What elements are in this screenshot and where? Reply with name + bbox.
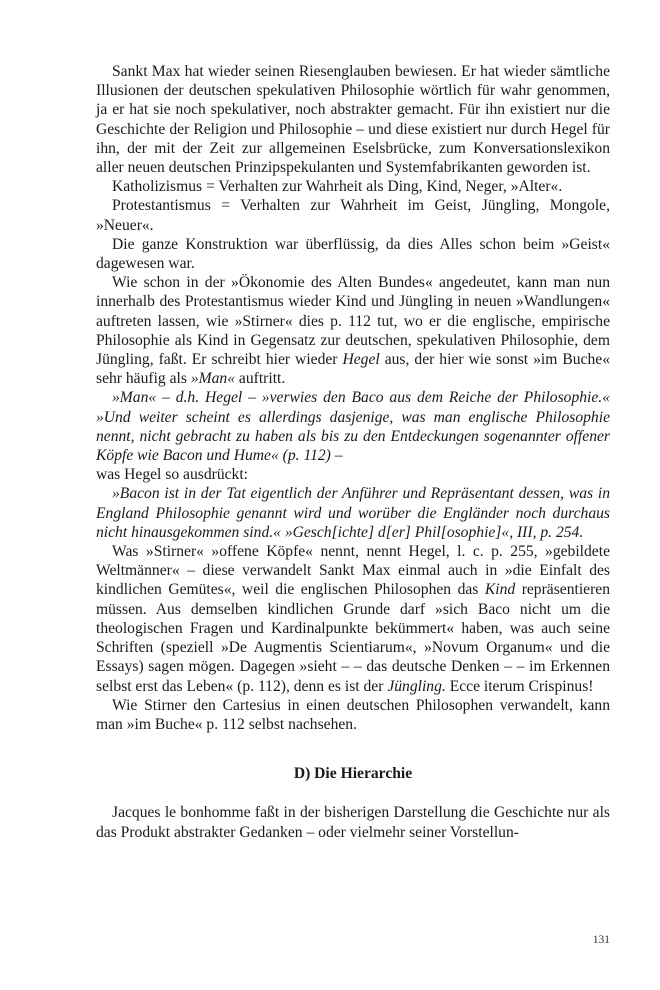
paragraph-cartesius: Wie Stirner den Cartesius in einen deutschen Philosophen verwandelt, kann man »im Buche« p. 112 selbst nachsehen. xyxy=(96,696,610,733)
paragraph-katholizismus: Katholizismus = Verhalten zur Wahrheit als Ding, Kind, Neger, »Alter«. xyxy=(112,178,563,196)
emphasis-man: »Man« xyxy=(190,370,236,388)
emphasis-hegel: Hegel xyxy=(342,351,380,369)
section-heading: D) Die Hierarchie xyxy=(293,765,413,783)
paragraph-sankt-max: Sankt Max hat wieder seinen Riesenglauben bewiesen. Er hat wieder sämtliche Illusionen der deutschen spekulativen Philosophie wörtlich für wahr genommen, ja er hat sie noch spekulativer, noch abstrakter gemacht. Für ihn existiert nur die Geschichte der Religion und Philosophie – und diese existiert nur durch Hegel für ihn, der mit der Zeit zur allgemeinen Eselsbrücke, zum Konversationslexikon aller neuen deutschen Prinzipspekulanten und Systemfabrikanten geworden ist. xyxy=(96,63,610,177)
page-body xyxy=(96,62,610,842)
paragraph-protestantismus: Protestantismus = Verhalten zur Wahrheit im Geist, Jüngling, Mongole, »Neuer«. xyxy=(96,197,610,234)
emphasis-juengling: Jüngling. xyxy=(387,677,446,695)
text-run: auftritt. xyxy=(235,370,286,388)
paragraph-offene-koepfe xyxy=(96,542,610,696)
paragraph-jacques: Jacques le bonhomme faßt in der bisherigen Darstellung die Geschichte nur als das Produkt abstrakter Gedanken – oder vielmehr seiner Vorstellun- xyxy=(96,804,610,841)
page-number: 131 xyxy=(592,934,610,946)
text-run: aus, der hier wie sonst »im Buche« sehr häufig als xyxy=(96,351,610,388)
quotation-man-hegel: »Man« – d.h. Hegel – »verwies den Baco aus dem Reiche der Philosophie.« »Und weiter scheint es allerdings dasjenige, was man englische Philosophie nennt, nicht gebracht zu haben als bis zu den Entdeckungen sogenannter offener Köpfe wie Bacon und Hume« (p. 112) – xyxy=(96,389,610,465)
text-run: repräsentieren müssen. Aus demselben kindlichen Grunde darf »sich Baco nicht um die theologischen Fragen und Kardinalpunkte bekümmert« haben, was auch seine Schriften (speziell »De Augmentis Scientiarum«, »Novum Organum« und die Essays) sagen mögen. Dagegen »sieht – – das deutsche Denken – – im Erkennen selbst erst das Leben« (p. 112), denn es ist der xyxy=(96,581,611,695)
emphasis-kind: Kind xyxy=(484,581,516,599)
text-run: Ecce iterum Crispinus! xyxy=(445,677,594,695)
paragraph-oekonomie xyxy=(96,273,610,388)
text-run: Wie schon in der »Ökonomie des Alten Bundes« angedeutet, kann man nun innerhalb des Protestantismus wieder Kind und Jüngling in neuen »Wandlungen« auftreten lassen, wie »Stirner« dies p. 112 tut, wo er die englische, empirische Philosophie als Kind in Gegensatz zur deutschen, spekulativen Philosophie, dem Jüngling, faßt. Er schreibt hier wieder xyxy=(96,274,610,369)
text-run: Was »Stirner« »offene Köpfe« nennt, nennt Hegel, l. c. p. 255, »gebildete Weltmänner« – diese verwandelt Sankt Max einmal auch in »die Einfalt des kindlichen Gemütes«, weil die englischen Philosophen das xyxy=(96,543,610,599)
paragraph-konstruktion: Die ganze Konstruktion war überflüssig, da dies Alles schon beim »Geist« dagewesen war. xyxy=(96,235,610,273)
quotation-bacon: »Bacon ist in der Tat eigentlich der Anführer und Repräsentant dessen, was in England Philosophie genannt wird und worüber die Engländer noch durchaus nicht hinausgekommen sind.« »Gesch[ichte] d[er] Phil[osophie]«, III, p. 254. xyxy=(96,485,610,541)
paragraph-hegel-ausdrueckt: was Hegel so ausdrückt: xyxy=(96,466,249,484)
